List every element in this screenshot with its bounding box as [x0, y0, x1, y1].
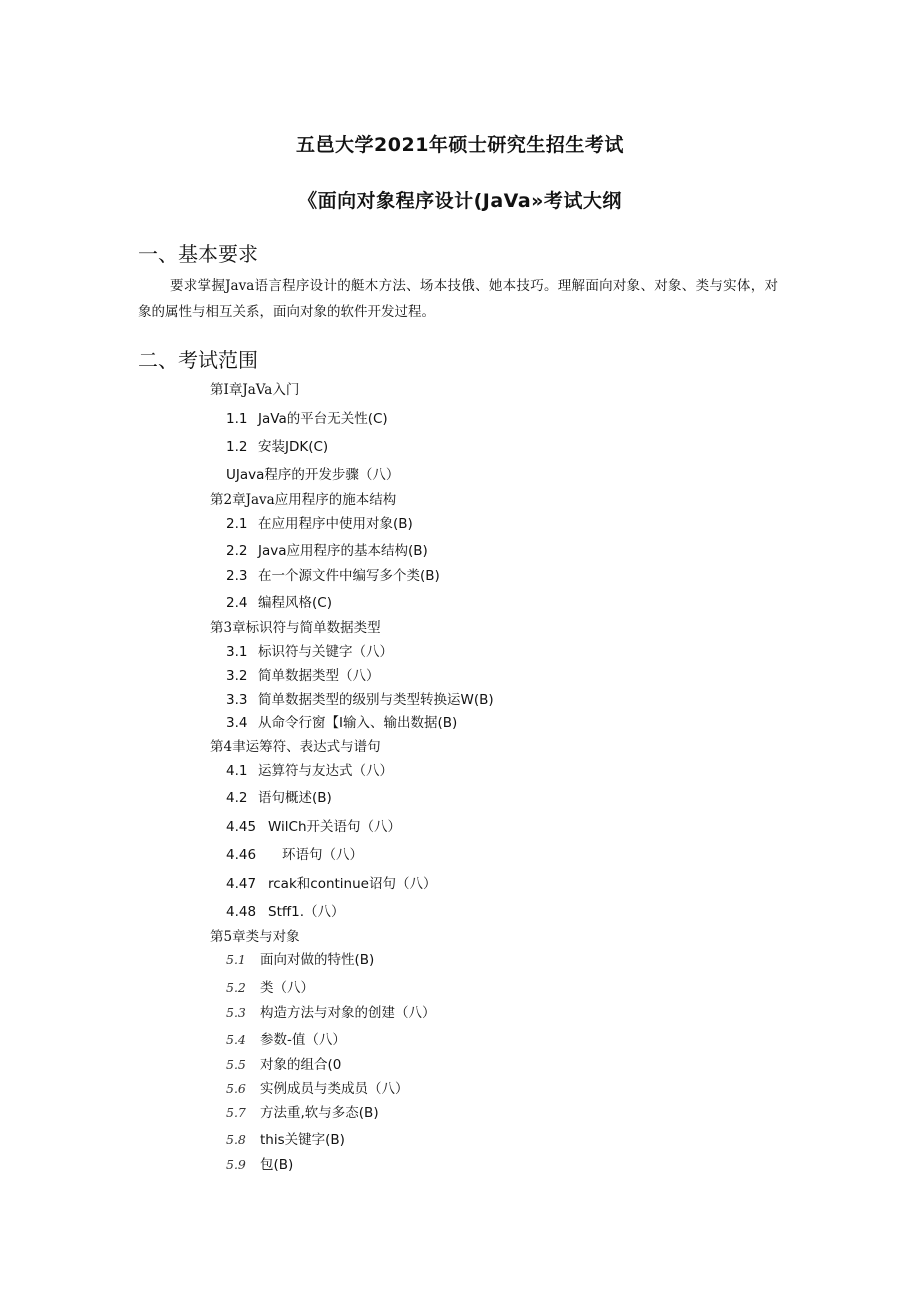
item-text: 环语句（八） — [282, 847, 363, 863]
chapter-heading — [210, 928, 300, 946]
item-text: UJava程序的开发步骤（八） — [226, 467, 400, 483]
item-text: 第5章类与对象 — [210, 929, 300, 945]
scope-item — [226, 1031, 346, 1049]
scope-item — [226, 714, 457, 732]
scope-item — [226, 438, 328, 456]
item-number: 3.4 — [226, 715, 248, 731]
item-text: 在应用程序中使用对象(B) — [258, 516, 413, 532]
item-number: 5.9 — [226, 1157, 246, 1172]
item-text: 面向对做的特性(B) — [260, 952, 375, 968]
scope-item — [226, 951, 374, 969]
chapter-heading — [210, 738, 381, 756]
item-number: 3.2 — [226, 668, 248, 684]
item-text: 对象的组合(0 — [260, 1057, 342, 1073]
item-text: 在一个源文件中编写多个类(B) — [258, 568, 440, 584]
scope-item — [226, 1131, 345, 1149]
item-text: Java应用程序的基本结构(B) — [258, 543, 428, 559]
scope-item — [226, 762, 393, 780]
scope-item — [226, 594, 332, 612]
scope-item — [226, 410, 388, 428]
item-text: WilCh开关语句（八） — [268, 819, 402, 835]
chapter-heading — [210, 619, 381, 637]
item-text: 包(B) — [260, 1157, 294, 1173]
item-text: 第4聿运筹符、表达式与谱句 — [210, 739, 381, 755]
item-number: 5.1 — [226, 952, 246, 967]
item-number: 3.3 — [226, 692, 248, 708]
scope-item — [226, 1104, 379, 1122]
scope-item — [226, 466, 399, 484]
scope-item — [226, 1004, 436, 1022]
scope-item — [226, 875, 436, 893]
scope-item — [226, 1156, 293, 1174]
item-text: 第2章Java应用程序的施本结构 — [210, 492, 397, 508]
item-number: 4.2 — [226, 790, 248, 806]
item-text: 标识符与关键字（八） — [258, 644, 393, 660]
item-number: 2.2 — [226, 543, 248, 559]
scope-item — [226, 643, 393, 661]
section-exam-scope-heading: 二、考试范围 — [138, 348, 258, 372]
scope-item — [226, 515, 413, 533]
item-text: 第I章JaVa入门 — [210, 382, 300, 398]
item-number: 5.6 — [226, 1081, 246, 1096]
item-text: 方法重,软与多态(B) — [260, 1105, 379, 1121]
item-number: 3.1 — [226, 644, 248, 660]
item-number: 1.1 — [226, 411, 248, 427]
scope-item — [226, 979, 314, 997]
chapter-heading — [210, 491, 396, 509]
scope-item — [226, 542, 428, 560]
item-text: 编程风格(C) — [258, 595, 332, 611]
scope-item — [226, 846, 363, 864]
item-text: 实例成员与类成员（八） — [260, 1081, 409, 1097]
item-number: 4.1 — [226, 763, 248, 779]
item-text: 构造方法与对象的创建（八） — [260, 1005, 436, 1021]
chapter-heading — [210, 381, 299, 399]
item-number: 1.2 — [226, 439, 248, 455]
item-text: 类（八） — [260, 980, 314, 996]
item-text: 简单数据类型的级别与类型转换运W(B) — [258, 692, 494, 708]
document-subtitle: 《面向对象程序设计(JaVa»考试大纲 — [298, 190, 622, 212]
scope-item — [226, 1080, 409, 1098]
scope-item — [226, 667, 380, 685]
item-number: 5.2 — [226, 980, 246, 995]
item-text: 简单数据类型（八） — [258, 668, 380, 684]
basic-requirements-paragraph: 要求掌握Java语言程序设计的艇木方法、场本技俄、她本技巧。理解面向对象、对象、类与实体，对象的属性与相互关系，面向对象的软件开发过程。 — [138, 278, 778, 320]
item-number: 5.7 — [226, 1105, 246, 1120]
item-text: 运算符与友达式（八） — [258, 763, 393, 779]
item-text: 参数-值（八） — [260, 1032, 346, 1048]
scope-item — [226, 789, 332, 807]
scope-item — [226, 1056, 341, 1074]
item-number: 5.4 — [226, 1032, 246, 1047]
item-number: 4.45 — [226, 819, 257, 835]
scope-item — [226, 903, 345, 921]
item-number: 2.4 — [226, 595, 248, 611]
item-number: 5.5 — [226, 1057, 246, 1072]
item-number: 4.47 — [226, 876, 257, 892]
item-number: 2.1 — [226, 516, 248, 532]
scope-item — [226, 818, 401, 836]
item-text: 安装JDK(C) — [258, 439, 329, 455]
item-number: 2.3 — [226, 568, 248, 584]
item-text: Stff1.（八） — [268, 904, 345, 920]
document-title: 五邑大学2021年硕士研究生招生考试 — [296, 134, 624, 156]
item-text: rcak和continue诏句（八） — [268, 876, 437, 892]
item-text: JaVa的平台无关性(C) — [258, 411, 388, 427]
item-text: 第3章标识符与简单数据类型 — [210, 620, 381, 636]
scope-item — [226, 567, 440, 585]
item-number: 5.8 — [226, 1132, 246, 1147]
item-text: 从命令行窗【I输入、输出数据(B) — [258, 715, 458, 731]
item-text: this关键字(B) — [260, 1132, 345, 1148]
scope-item — [226, 691, 494, 709]
item-number: 4.48 — [226, 904, 257, 920]
item-text: 语句概述(B) — [258, 790, 332, 806]
section-basic-requirements-heading: 一、基本要求 — [138, 242, 258, 266]
item-number: 5.3 — [226, 1005, 246, 1020]
item-number: 4.46 — [226, 847, 257, 863]
